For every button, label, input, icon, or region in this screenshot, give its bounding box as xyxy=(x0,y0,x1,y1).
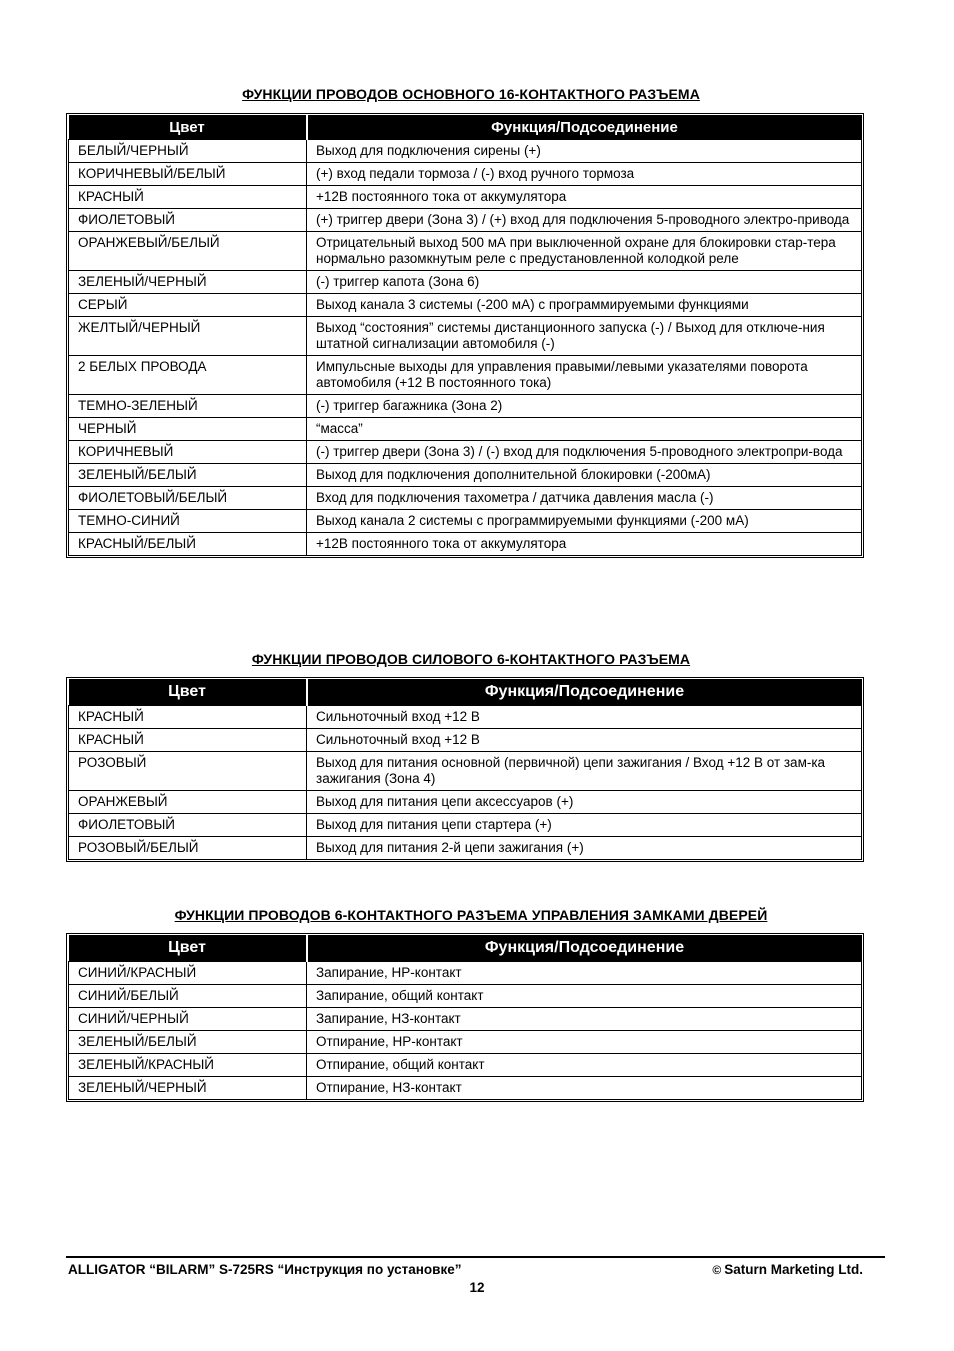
table-header-row xyxy=(69,935,862,962)
table-row xyxy=(69,395,862,418)
cell-wire-function: +12В постоянного тока от аккумулятора xyxy=(307,533,862,556)
cell-wire-color: ЧЕРНЫЙ xyxy=(69,418,307,441)
table-row xyxy=(69,837,862,860)
cell-wire-function: Импульсные выходы для управления правыми/левыми указателями поворота автомобиля (+12 В постоянного тока) xyxy=(307,356,862,395)
cell-wire-color: ТЕМНО-ЗЕЛЕНЫЙ xyxy=(69,395,307,418)
cell-wire-function: Выход для питания 2-й цепи зажигания (+) xyxy=(307,837,862,860)
cell-wire-color: ЗЕЛЕНЫЙ/ЧЕРНЫЙ xyxy=(69,1077,307,1100)
footer-document-title: ALLIGATOR “BILARM” S-725RS “Инструкция по установке” xyxy=(68,1262,462,1277)
table-row xyxy=(69,356,862,395)
table-row xyxy=(69,706,862,729)
cell-wire-function: “масса” xyxy=(307,418,862,441)
cell-wire-function: Запирание, общий контакт xyxy=(307,985,862,1008)
cell-wire-color: СИНИЙ/ЧЕРНЫЙ xyxy=(69,1008,307,1031)
cell-wire-color: РОЗОВЫЙ xyxy=(69,752,307,791)
section-title-door-locks-6pin: ФУНКЦИИ ПРОВОДОВ 6-КОНТАКТНОГО РАЗЪЕМА УПРАВЛЕНИЯ ЗАМКАМИ ДВЕРЕЙ xyxy=(174,907,768,923)
table-door-locks-6pin xyxy=(66,933,864,1102)
cell-wire-function: Выход для питания основной (первичной) цепи зажигания / Вход +12 В от зам-ка зажигания (Зона 4) xyxy=(307,752,862,791)
cell-wire-function: (+) вход педали тормоза / (-) вход ручного тормоза xyxy=(307,163,862,186)
cell-wire-color: 2 БЕЛЫХ ПРОВОДА xyxy=(69,356,307,395)
cell-wire-color: ТЕМНО-СИНИЙ xyxy=(69,510,307,533)
cell-wire-function: Отпирание, общий контакт xyxy=(307,1054,862,1077)
cell-wire-function: Отпирание, НЗ-контакт xyxy=(307,1077,862,1100)
cell-wire-color: ФИОЛЕТОВЫЙ/БЕЛЫЙ xyxy=(69,487,307,510)
cell-wire-function: Выход для подключения дополнительной блокировки (-200мА) xyxy=(307,464,862,487)
cell-wire-function: Отрицательный выход 500 мА при выключенной охране для блокировки стар-тера нормально разомкнутым реле с предустановленной колодкой реле xyxy=(307,232,862,271)
cell-wire-function: Выход для подключения сирены (+) xyxy=(307,140,862,163)
table-row xyxy=(69,140,862,163)
cell-wire-color: ФИОЛЕТОВЫЙ xyxy=(69,209,307,232)
column-header-color: Цвет xyxy=(69,935,307,962)
cell-wire-function: (+) триггер двери (Зона 3) / (+) вход для подключения 5-проводного электро-привода xyxy=(307,209,862,232)
table-row xyxy=(69,209,862,232)
copyright-icon: © xyxy=(712,1263,722,1277)
table-row xyxy=(69,441,862,464)
table-row xyxy=(69,186,862,209)
table-row xyxy=(69,985,862,1008)
footer-company: Saturn Marketing Ltd. xyxy=(724,1262,863,1277)
table-row xyxy=(69,791,862,814)
cell-wire-color: КРАСНЫЙ xyxy=(69,729,307,752)
cell-wire-color: КРАСНЫЙ xyxy=(69,706,307,729)
table-main-16pin xyxy=(66,113,864,558)
table-row xyxy=(69,464,862,487)
cell-wire-color: ОРАНЖЕВЫЙ xyxy=(69,791,307,814)
table-row xyxy=(69,317,862,356)
table-row xyxy=(69,487,862,510)
table-power-6pin xyxy=(66,677,864,862)
cell-wire-color: ЗЕЛЕНЫЙ/ЧЕРНЫЙ xyxy=(69,271,307,294)
cell-wire-color: БЕЛЫЙ/ЧЕРНЫЙ xyxy=(69,140,307,163)
table-row xyxy=(69,510,862,533)
table-row xyxy=(69,962,862,985)
cell-wire-color: РОЗОВЫЙ/БЕЛЫЙ xyxy=(69,837,307,860)
table-header-row xyxy=(69,679,862,706)
cell-wire-function: Запирание, НЗ-контакт xyxy=(307,1008,862,1031)
cell-wire-color: КРАСНЫЙ/БЕЛЫЙ xyxy=(69,533,307,556)
page-number: 12 xyxy=(469,1280,485,1295)
cell-wire-function: Вход для подключения тахометра / датчика давления масла (-) xyxy=(307,487,862,510)
cell-wire-color: ОРАНЖЕВЫЙ/БЕЛЫЙ xyxy=(69,232,307,271)
column-header-color: Цвет xyxy=(69,115,307,140)
cell-wire-function: Выход канала 2 системы с программируемыми функциями (-200 мА) xyxy=(307,510,862,533)
cell-wire-color: ЗЕЛЕНЫЙ/БЕЛЫЙ xyxy=(69,464,307,487)
cell-wire-color: КОРИЧНЕВЫЙ xyxy=(69,441,307,464)
cell-wire-color: КРАСНЫЙ xyxy=(69,186,307,209)
table-row xyxy=(69,271,862,294)
cell-wire-function: Сильноточный вход +12 В xyxy=(307,729,862,752)
section-title-main-16pin: ФУНКЦИИ ПРОВОДОВ ОСНОВНОГО 16-КОНТАКТНОГО РАЗЪЕМА xyxy=(242,86,700,102)
table-row xyxy=(69,1008,862,1031)
table-row xyxy=(69,752,862,791)
section-title-power-6pin: ФУНКЦИИ ПРОВОДОВ СИЛОВОГО 6-КОНТАКТНОГО РАЗЪЕМА xyxy=(251,651,691,667)
table-row xyxy=(69,418,862,441)
table-row xyxy=(69,533,862,556)
cell-wire-color: СЕРЫЙ xyxy=(69,294,307,317)
cell-wire-function: Сильноточный вход +12 В xyxy=(307,706,862,729)
cell-wire-function: Выход для питания цепи стартера (+) xyxy=(307,814,862,837)
table-row xyxy=(69,1054,862,1077)
cell-wire-function: (-) триггер багажника (Зона 2) xyxy=(307,395,862,418)
column-header-function: Функция/Подсоединение xyxy=(307,679,862,706)
cell-wire-function: Отпирание, НР-контакт xyxy=(307,1031,862,1054)
table-row xyxy=(69,1077,862,1100)
cell-wire-color: ЗЕЛЕНЫЙ/БЕЛЫЙ xyxy=(69,1031,307,1054)
cell-wire-function: Выход для питания цепи аксессуаров (+) xyxy=(307,791,862,814)
table-row xyxy=(69,232,862,271)
cell-wire-color: ЖЕЛТЫЙ/ЧЕРНЫЙ xyxy=(69,317,307,356)
table-row xyxy=(69,294,862,317)
footer-copyright xyxy=(712,1262,863,1277)
table-row xyxy=(69,729,862,752)
table-row xyxy=(69,1031,862,1054)
cell-wire-function: (-) триггер капота (Зона 6) xyxy=(307,271,862,294)
table-header-row xyxy=(69,115,862,140)
table-row xyxy=(69,163,862,186)
cell-wire-color: СИНИЙ/КРАСНЫЙ xyxy=(69,962,307,985)
column-header-function: Функция/Подсоединение xyxy=(307,115,862,140)
cell-wire-function: +12В постоянного тока от аккумулятора xyxy=(307,186,862,209)
cell-wire-color: СИНИЙ/БЕЛЫЙ xyxy=(69,985,307,1008)
footer-divider xyxy=(66,1256,885,1258)
column-header-color: Цвет xyxy=(69,679,307,706)
cell-wire-color: ЗЕЛЕНЫЙ/КРАСНЫЙ xyxy=(69,1054,307,1077)
cell-wire-function: Выход “состояния” системы дистанционного запуска (-) / Выход для отключе-ния штатной сигнализации автомобиля (-) xyxy=(307,317,862,356)
cell-wire-function: (-) триггер двери (Зона 3) / (-) вход для подключения 5-проводного электропри-вода xyxy=(307,441,862,464)
cell-wire-color: КОРИЧНЕВЫЙ/БЕЛЫЙ xyxy=(69,163,307,186)
cell-wire-function: Запирание, НР-контакт xyxy=(307,962,862,985)
cell-wire-color: ФИОЛЕТОВЫЙ xyxy=(69,814,307,837)
column-header-function: Функция/Подсоединение xyxy=(307,935,862,962)
cell-wire-function: Выход канала 3 системы (-200 мА) с программируемыми функциями xyxy=(307,294,862,317)
table-row xyxy=(69,814,862,837)
